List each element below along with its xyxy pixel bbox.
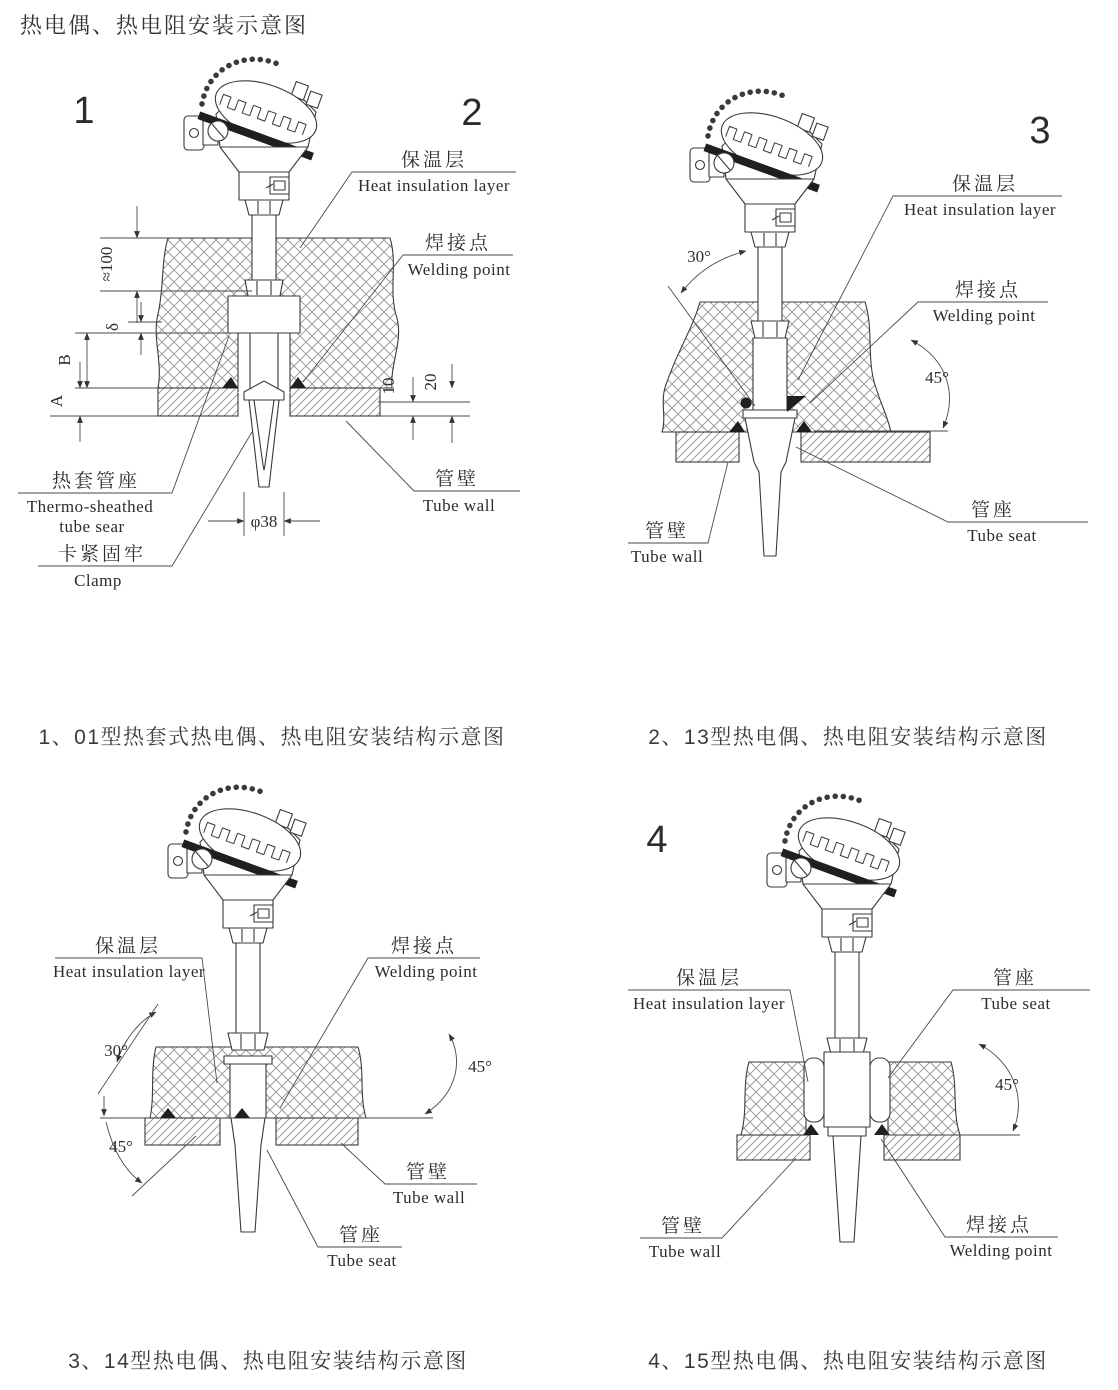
coupling-lobe-right [870,1058,890,1122]
coupling-body [824,1052,870,1127]
probe-stem [758,245,782,323]
hex-nut [751,321,789,338]
probe-stem [835,950,859,1040]
tube-seat-label-cn: 管座 [970,500,1016,521]
sheath-tip [249,400,279,487]
tube-wall-label-en: Tube wall [392,1188,466,1207]
insulation-block-left [741,1062,806,1135]
tube-wall-label-cn: 管壁 [405,1162,451,1183]
tube-seat [230,1064,266,1118]
probe-stem [252,212,276,282]
clamp-label-en: Clamp [74,571,122,590]
welding-label-cn: 焊接点 [954,280,1022,301]
diagram-3 [53,782,492,1270]
insulation-label-cn: 保温层 [400,150,468,171]
tube-wall-label-cn: 管壁 [660,1216,706,1237]
insulation-label-en: Heat insulation layer [357,176,511,195]
welding-label-en: Welding point [407,260,511,279]
tube-wall-left [158,388,238,416]
sheath-socket [228,296,300,333]
tube-wall-label-en: Tube wall [648,1242,722,1261]
angle-45-label: 45° [995,1075,1019,1094]
tube-seat-label-en: Tube seat [327,1251,397,1270]
tube-wall-right [884,1135,960,1160]
tube-seat-label-en: Tube seat [981,994,1051,1013]
probe-stem [236,941,260,1037]
tube-seat-label-cn: 管座 [992,968,1038,989]
dim-A: A [47,394,66,408]
dim-20: 20 [421,373,440,391]
figure-number-2: 2 [461,92,483,134]
seat-label-cn: 热套管座 [51,471,141,492]
tube-seat-label-cn: 管座 [338,1225,384,1246]
angle-30-label: 30° [104,1041,128,1060]
seat-flange [828,1127,866,1136]
angle-30-label: 30° [687,247,711,266]
tube-seat-label-en: Tube seat [967,526,1037,545]
insulation-label-cn: 保温层 [951,174,1019,195]
diagram-2 [628,86,1088,566]
angle-45-label: 45° [109,1137,133,1156]
d2-label-tube-wall [628,462,728,566]
dim-10: 10 [379,377,398,395]
insulation-label-cn: 保温层 [675,968,743,989]
d3-label-tube-wall [341,1143,477,1207]
welding-label-en: Welding point [374,962,478,981]
tube-wall-label-cn: 管壁 [644,521,690,542]
tube-wall-label-en: Tube wall [630,547,704,566]
figure-number-4: 4 [646,819,668,861]
d4-label-tube-wall [640,1158,796,1261]
seat-flange [743,410,797,418]
clamp-label-cn: 卡紧固牢 [57,544,147,565]
d3-angle-45-right [358,1034,492,1118]
tube-wall-left [145,1118,220,1145]
caption-3: 3、14型热电偶、热电阻安装结构示意图 [68,1350,468,1373]
sensor-head [184,54,335,215]
welding-label-cn: 焊接点 [424,233,492,254]
diagram-1 [18,54,520,590]
figure-number-1: 1 [73,90,95,132]
tube-wall-left [676,432,739,462]
insulation-label-en: Heat insulation layer [52,962,206,981]
dim-B: B [55,354,74,366]
tube-wall-right [276,1118,358,1145]
insulation-label-en: Heat insulation layer [903,200,1057,219]
seat-label-en1: Thermo-sheathed [26,497,154,516]
sheath-tip [833,1136,861,1242]
hex-nut [245,280,283,296]
dim-delta: δ [103,322,122,332]
caption-1: 1、01型热套式热电偶、热电阻安装结构示意图 [38,726,506,749]
tube-wall-right [801,432,930,462]
tube-seat [753,338,787,410]
hex-nut [228,1033,268,1050]
seat-flange [224,1056,272,1064]
d3-label-tube-seat [267,1150,402,1270]
caption-4: 4、15型热电偶、热电阻安装结构示意图 [648,1350,1048,1373]
tube-wall-right [290,388,380,416]
dim-phi38: φ38 [250,512,278,531]
sheath-tip [745,418,795,556]
sensor-head [690,86,841,247]
welding-label-cn: 焊接点 [390,936,458,957]
d3-angle-30 [98,1004,158,1094]
dim-100: ≈100 [97,246,116,282]
sheath-tip [231,1118,265,1232]
welding-label-en: Welding point [949,1241,1053,1260]
tube-wall-label-en: Tube wall [422,496,496,515]
d1-label-tube-wall [346,421,520,515]
seat-label-en2: tube sear [59,517,125,536]
welding-label-en: Welding point [932,306,1036,325]
welding-label-cn: 焊接点 [965,1215,1033,1236]
tube-wall-left [737,1135,810,1160]
insulation-block-right [888,1062,960,1135]
d1-dimension-phi38 [208,492,320,536]
caption-2: 2、13型热电偶、热电阻安装结构示意图 [648,726,1048,749]
insulation-label-cn: 保温层 [94,936,162,957]
coupling-lobe-left [804,1058,824,1122]
sensor-head [168,782,319,943]
angle-45-label: 45° [468,1057,492,1076]
angle-45-label: 45° [925,368,949,387]
page-title: 热电偶、热电阻安装示意图 [20,13,309,38]
tube-wall-label-cn: 管壁 [434,469,480,490]
figure-number-3: 3 [1029,110,1051,152]
diagram-4 [628,791,1090,1261]
sensor-head [767,791,918,952]
d4-label-tube-seat [888,967,1090,1078]
insulation-label-en: Heat insulation layer [632,994,786,1013]
